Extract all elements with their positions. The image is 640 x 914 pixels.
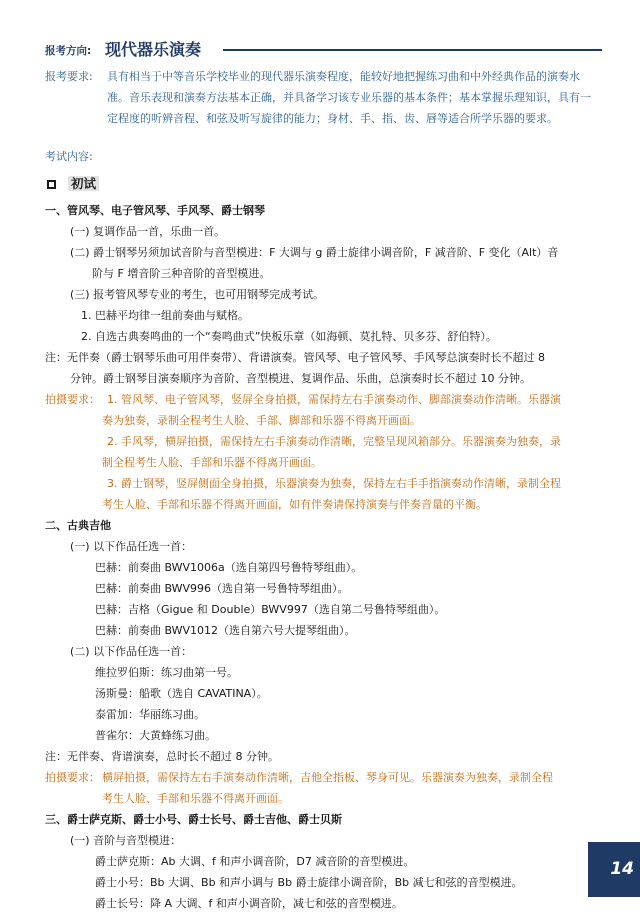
s2-work-2: 巴赫：前奏曲 BWV996（选自第一号鲁特琴组曲）。: [95, 582, 349, 595]
s1-filming-2b: 制全程考生人脸、手部和乐器不得离开画面。: [102, 456, 322, 469]
s1-filming-label: 拍摄要求：: [45, 393, 100, 406]
s1-item-2b: 阶与 F 增音阶三种音阶的音型模进。: [92, 267, 271, 280]
s1-item-2a: (二) 爵士钢琴另须加试音阶与音型模进：F 大调与 g 爵士旋律小调音阶，F 减音阶、F 变化（Alt）音: [70, 246, 559, 259]
s1-item-1: (一) 复调作品一首，乐曲一首。: [70, 225, 226, 238]
s2-work-8: 普雀尔：大黄蜂练习曲。: [95, 729, 216, 742]
s2-filming-label: 拍摄要求：: [45, 771, 100, 784]
s1-note-b: 分钟。爵士钢琴目演奏顺序为音阶、音型模进、复调作品、乐曲，总演奏时长不超过 10 分钟。: [70, 372, 531, 385]
s3-item-1: (一) 音阶与音型模进：: [70, 834, 182, 847]
s2-work-3: 巴赫：吉格（Gigue 和 Double）BWV997（选自第二号鲁特琴组曲）。: [95, 603, 446, 616]
preliminary-heading: [47, 177, 99, 192]
section-1-heading: 一、管风琴、电子管风琴、手风琴、爵士钢琴: [45, 204, 265, 217]
s2-work-1: 巴赫：前奏曲 BWV1006a（选自第四号鲁特琴组曲）。: [95, 561, 363, 574]
requirements-text: 具有相当于中等音乐学校毕业的现代器乐演奏程度，能较好地把握练习曲和中外经典作品的演奏水准。音乐表现和演奏方法基本正确，并具备学习该专业乐器的基本条件；基本掌握乐理知识，具有一定程度的听辨音程、和弦及听写旋律的能力；身材、手、指、齿、唇等适合所学乐器的要求。: [107, 70, 591, 125]
s1-filming-2a: 2. 手风琴，横屏拍摄，需保持左右手演奏动作清晰，完整呈现风箱部分。乐器演奏为独奏，录: [107, 435, 561, 448]
s1-item-3-2: 2. 自选古典奏鸣曲的一个“奏鸣曲式”快板乐章（如海顿、莫扎特、贝多芬、舒伯特）。: [81, 330, 497, 343]
s1-note-a: 注：无伴奏（爵士钢琴乐曲可用伴奏带）、背谱演奏。管风琴、电子管风琴、手风琴总演奏时长不超过 8: [45, 351, 545, 364]
s1-filming-1a: 1. 管风琴、电子管风琴，竖屏全身拍摄，需保持左右手演奏动作、脚部演奏动作清晰。乐器演: [107, 393, 561, 406]
s2-work-6: 汤斯曼：船歌（选自 CAVATINA）。: [95, 687, 268, 700]
exam-content-label: 考试内容:: [45, 150, 93, 163]
s3-work-1: 爵士萨克斯：Ab 大调、f 和声小调音阶，D7 减音阶的音型模进。: [95, 855, 415, 868]
page-title: 现代器乐演奏: [105, 40, 202, 59]
section-2-heading: 二、古典吉他: [45, 519, 111, 532]
checkbox-square-icon: [47, 180, 56, 189]
s2-work-4: 巴赫：前奏曲 BWV1012（选自第六号大提琴组曲）。: [95, 624, 356, 637]
s3-work-2: 爵士小号：Bb 大调、Bb 和声小调与 Bb 爵士旋律小调音阶，Bb 减七和弦的音型模进。: [95, 876, 523, 889]
s3-work-3: 爵士长号：降 A 大调、f 和声小调音阶，减七和弦的音型模进。: [95, 897, 403, 910]
s2-work-5: 维拉罗伯斯：练习曲第一号。: [95, 666, 238, 679]
s2-work-7: 泰雷加：华丽练习曲。: [95, 708, 205, 721]
requirements-block: [45, 66, 593, 129]
s2-filming-a: 横屏拍摄，需保持左右手演奏动作清晰，吉他全指板、琴身可见。乐器演奏为独奏，录制全程: [102, 771, 553, 784]
s1-filming-3b: 考生人脸、手部和乐器不得离开画面，如有伴奏请保持演奏与伴奏音量的平衡。: [102, 498, 487, 511]
preliminary-label: 初试: [68, 176, 99, 191]
header-rule: [223, 49, 602, 51]
s2-item-2: (二) 以下作品任选一首：: [70, 645, 193, 658]
s1-item-3: (三) 报考管风琴专业的考生，也可用钢琴完成考试。: [70, 288, 325, 301]
section-3-heading: 三、爵士萨克斯、爵士小号、爵士长号、爵士吉他、爵士贝斯: [45, 813, 342, 826]
page-number: 14: [588, 842, 640, 897]
requirements-label: 报考要求:: [45, 70, 93, 83]
s1-filming-3a: 3. 爵士钢琴，竖屏侧面全身拍摄，乐器演奏为独奏，保持左右手手指演奏动作清晰，录制全程: [107, 477, 561, 490]
s2-item-1: (一) 以下作品任选一首：: [70, 540, 193, 553]
s2-filming-b: 考生人脸、手部和乐器不得离开画面。: [102, 792, 289, 805]
s1-filming-1b: 奏为独奏，录制全程考生人脸、手部、脚部和乐器不得离开画面。: [102, 414, 421, 427]
s1-item-3-1: 1. 巴赫平均律一组前奏曲与赋格。: [81, 309, 249, 322]
section-header: [45, 36, 602, 62]
header-label: 报考方向:: [45, 45, 92, 57]
s2-note: 注：无伴奏、背谱演奏，总时长不超过 8 分钟。: [45, 750, 279, 763]
